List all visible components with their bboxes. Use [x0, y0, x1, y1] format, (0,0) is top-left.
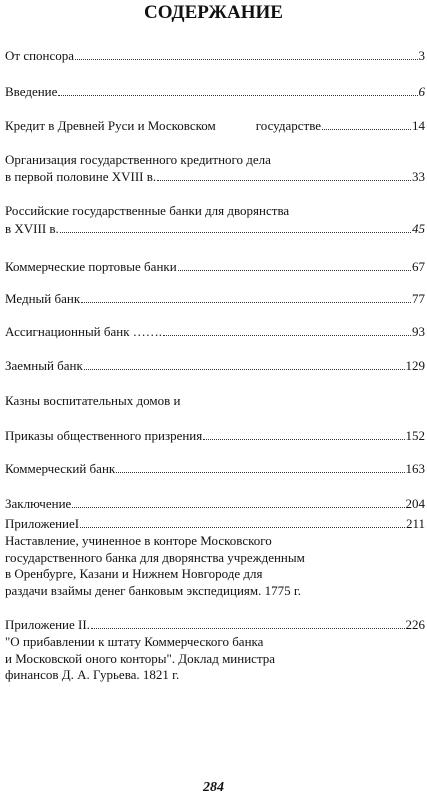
toc-leader [322, 118, 411, 130]
toc-entry-loan-bank [5, 358, 425, 374]
toc-leader [81, 291, 411, 303]
toc-leader [58, 84, 417, 96]
toc-entry-title: Заемный банк [5, 358, 83, 373]
toc-entry-title: Казны воспитательных домов и [5, 393, 181, 408]
toc-entry-title: От спонсора [5, 48, 75, 63]
toc-page-number: 204 [405, 496, 425, 511]
toc-entry-title: Кредит в Древней Руси и Московском [5, 118, 216, 133]
toc-entry-title-cont: в первой половине XVIII в. [5, 169, 157, 184]
appendix-2-description [5, 634, 425, 684]
appendix-1-description [5, 533, 425, 599]
appendix-line: раздачи взаймы денег банковым экспедициям. 1775 г. [5, 582, 301, 598]
toc-page-number: 129 [405, 358, 425, 373]
toc-entry-title: Коммерческий банк [5, 461, 116, 476]
toc-entry-title: Заключение [5, 496, 72, 511]
toc-page-number: 163 [405, 461, 425, 476]
appendix-line: "О прибавлении к штату Коммерческого банка [5, 634, 264, 649]
toc-leader [116, 461, 404, 473]
toc-page-number: 3 [418, 48, 425, 63]
toc-page-number: 211 [405, 516, 425, 531]
toc-page-number: 77 [412, 291, 425, 306]
toc-entry-title: Медный банк [5, 291, 81, 306]
toc-entry-title: Российские государственные банки для дворянства [5, 203, 290, 218]
toc-leader [84, 358, 405, 370]
toc-page-number: 152 [405, 428, 425, 443]
toc-entry-credit-organization [5, 169, 425, 185]
toc-entry-public-charity [5, 428, 425, 444]
appendix-line: и Московской оного конторы". Доклад министра [5, 650, 276, 666]
toc-page-number: 33 [412, 169, 425, 184]
toc-entry-title: Приказы общественного призрения [5, 428, 203, 443]
toc-entry-nobility-banks [5, 221, 425, 237]
toc-entry-appendix-2 [5, 617, 425, 633]
toc-leader [163, 324, 411, 336]
toc-entry-title: Приложение II. [5, 617, 90, 632]
toc-entry-title: ПриложениеI [5, 516, 80, 531]
appendix-line: Наставление, учиненное в конторе Московского [5, 533, 272, 548]
toc-page-number: 93 [412, 324, 425, 339]
appendix-line: в Оренбурге, Казани и Нижнем Новгороде для [5, 566, 263, 581]
toc-entry-conclusion [5, 496, 425, 512]
toc-entry-title-cont: в XVIII в. [5, 221, 59, 236]
toc-entry-ancient-rus [5, 118, 425, 134]
toc-leader [72, 496, 404, 508]
toc-leader [60, 221, 411, 233]
toc-page-number: 6 [418, 84, 425, 99]
toc-entry-title: Введение [5, 84, 58, 99]
toc-leader [91, 617, 405, 629]
appendix-line: государственного банка для дворянства учрежденным [5, 549, 305, 565]
toc-leader [75, 48, 417, 60]
toc-entry-title: Организация государственного кредитного дела [5, 152, 271, 167]
toc-entry-title: Коммерческие портовые банки [5, 259, 177, 274]
toc-entry-port-banks [5, 259, 425, 275]
appendix-line: финансов Д. А. Гурьева. 1821 г. [5, 667, 180, 682]
toc-entry-commercial-bank [5, 461, 425, 477]
toc-entry-sponsor [5, 48, 425, 64]
toc-entry-appendix-1 [5, 516, 425, 532]
toc-entry-title: Ассигнационный банк ……. [5, 324, 163, 339]
toc-entry-introduction [5, 84, 425, 100]
toc-entry-assignation-bank [5, 324, 425, 340]
toc-page-number: 45 [412, 221, 425, 236]
toc-entry-title-cont: государстве [255, 118, 322, 133]
toc-page-number: 14 [412, 118, 425, 133]
toc-entry-copper-bank [5, 291, 425, 307]
toc-page-number: 67 [412, 259, 425, 274]
toc-leader [203, 428, 404, 440]
page-title: СОДЕРЖАНИЕ [144, 2, 283, 23]
toc-leader [178, 259, 411, 271]
toc-leader [80, 516, 405, 528]
page-number: 284 [203, 780, 224, 795]
toc-page-number: 226 [405, 617, 425, 632]
toc-leader [157, 169, 411, 181]
